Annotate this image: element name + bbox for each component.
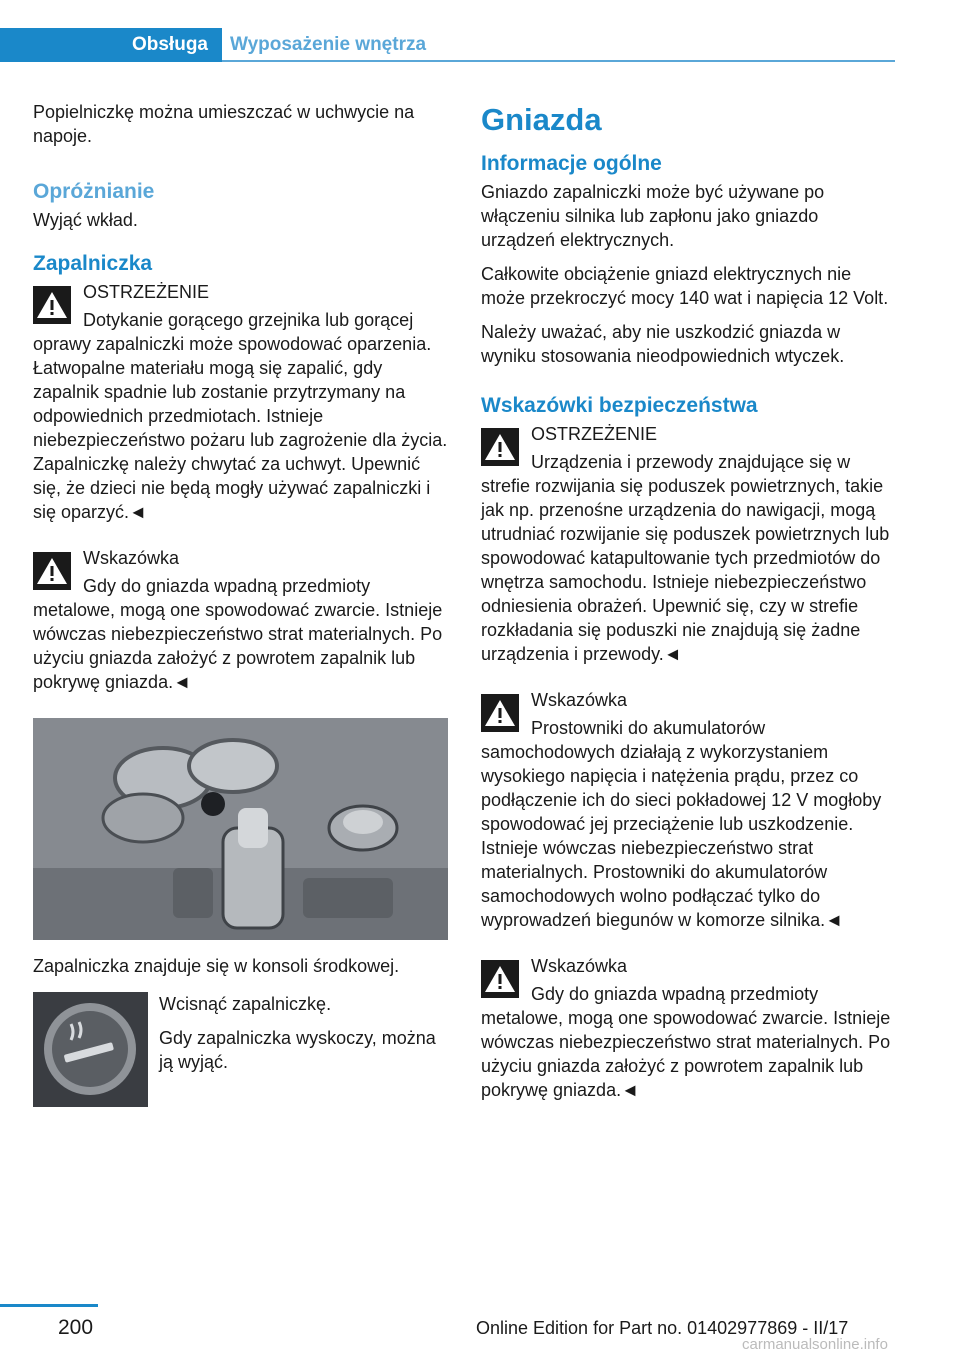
lighter-hint: [33, 546, 448, 694]
warning-triangle-icon: [33, 552, 71, 590]
hint-text: Gdy do gniazda wpadną przedmioty metalowe, mogą one spowodować zwarcie. Istnieje wówczas niebezpieczeństwo strat materialnych. Po użyciu gniazda założyć z powrotem zapalnik lub pokrywę gniazda.◄: [481, 984, 891, 1100]
empty-heading: Opróżnianie: [33, 180, 155, 203]
safety-heading: Wskazówki bezpieczeństwa: [481, 394, 758, 417]
header-tab-chapter: Wyposażenie wnętrza: [230, 34, 427, 55]
page-number-rule: [0, 1304, 98, 1307]
intro-text: Popielniczkę można umieszczać w uchwycie na napoje.: [33, 102, 415, 146]
hint-text: Gdy do gniazda wpadną przedmioty metalowe, mogą one spowodować zwarcie. Istnieje wówczas niebezpieczeństwo strat materialnych. Po użyciu gniazda założyć z powrotem zapalnik lub pokrywę gniazda.◄: [33, 576, 443, 692]
photo-caption: Zapalniczka znajduje się w konsoli środkowej.: [33, 956, 400, 976]
charger-hint: [481, 688, 895, 932]
page-header: [0, 28, 895, 62]
warning-text: Dotykanie gorącego grzejnika lub gorącej oprawy zapalniczki może spowodować oparzenia. Łatwopalne materiału mogą się zapalić, gdy zapalnik spadnie lub zostanie przytrzymany na odpowiednich przedmiotach. Istnieje niebezpieczeństwo pożaru lub zagrożenie dla życia. Zapalniczkę należy chwytać za uchwyt. Upewnić się, że dzieci nie będą mogły używać zapalniczki i się oparzyć.◄: [33, 310, 448, 522]
section-title: Gniazda: [481, 102, 602, 137]
general-paragraph-1: Gniazdo zapalniczki może być używane po włączeniu silnika lub zapłonu jako gniazdo urządzeń elektrycznych.: [481, 182, 825, 250]
airbag-warning: [481, 422, 895, 666]
hint-title: Wskazówka: [531, 690, 628, 710]
edition-note: Online Edition for Part no. 01402977869 - II/17: [476, 1318, 849, 1338]
warning-triangle-icon: [33, 286, 71, 324]
warning-triangle-icon: [481, 960, 519, 998]
header-tab-section: Obsługa: [0, 28, 222, 62]
left-column: [33, 100, 448, 1110]
watermark: carmanualsonline.info: [742, 1336, 888, 1353]
center-console-photo: [33, 718, 448, 940]
lighter-warning: [33, 280, 448, 524]
metal-objects-hint: [481, 954, 895, 1102]
press-lighter-text: Wcisnąć zapalniczkę.: [159, 994, 332, 1014]
empty-text: Wyjąć wkład.: [33, 210, 138, 230]
warning-text: Urządzenia i przewody znajdujące się w strefie rozwijania się poduszek powietrznych, takie jak np. przenośne urządzenia do nawigacji, mogą utrudniać rozwijanie się poduszek powietrznych lub spowodować katapultowanie tych przedmiotów do wnętrza samochodu. Istnieje niebezpieczeństwo odniesienia obrażeń. Upewnić się, czy w strefie rozkładania się poduszki nie znajdują się żadne urządzenia i przewody.◄: [481, 452, 890, 664]
lighter-photo: [33, 992, 148, 1107]
page-number: 200: [58, 1316, 94, 1339]
general-heading: Informacje ogólne: [481, 152, 662, 175]
warning-triangle-icon: [481, 428, 519, 466]
hint-title: Wskazówka: [83, 548, 180, 568]
header-rule: [222, 60, 895, 62]
pop-lighter-text: Gdy zapalniczka wyskoczy, można ją wyjąć.: [159, 1028, 436, 1072]
general-paragraph-3: Należy uważać, aby nie uszkodzić gniazda w wyniku stosowania nieodpowiednich wtyczek.: [481, 322, 845, 366]
warning-title: OSTRZEŻENIE: [83, 282, 210, 302]
general-paragraph-2: Całkowite obciążenie gniazd elektrycznych nie może przekroczyć mocy 140 wat i napięcia 12 Volt.: [481, 264, 889, 308]
warning-title: OSTRZEŻENIE: [531, 424, 658, 444]
warning-triangle-icon: [481, 694, 519, 732]
hint-title: Wskazówka: [531, 956, 628, 976]
right-column: [481, 100, 895, 1112]
lighter-heading: Zapalniczka: [33, 252, 153, 275]
hint-text: Prostowniki do akumulatorów samochodowych działają z wykorzystaniem wysokiego napięcia i natężenia prądu, przez co podłączenie ich do sieci pokładowej 12 V mogłoby spowodować jej przeciążenie lub uszkodzenie. Istnieje wówczas niebezpieczeństwo strat materialnych. Prostowniki do akumulatorów samochodowych wolno podłączać tylko do wyprowadzeń biegunów w komorze silnika.◄: [481, 718, 882, 930]
